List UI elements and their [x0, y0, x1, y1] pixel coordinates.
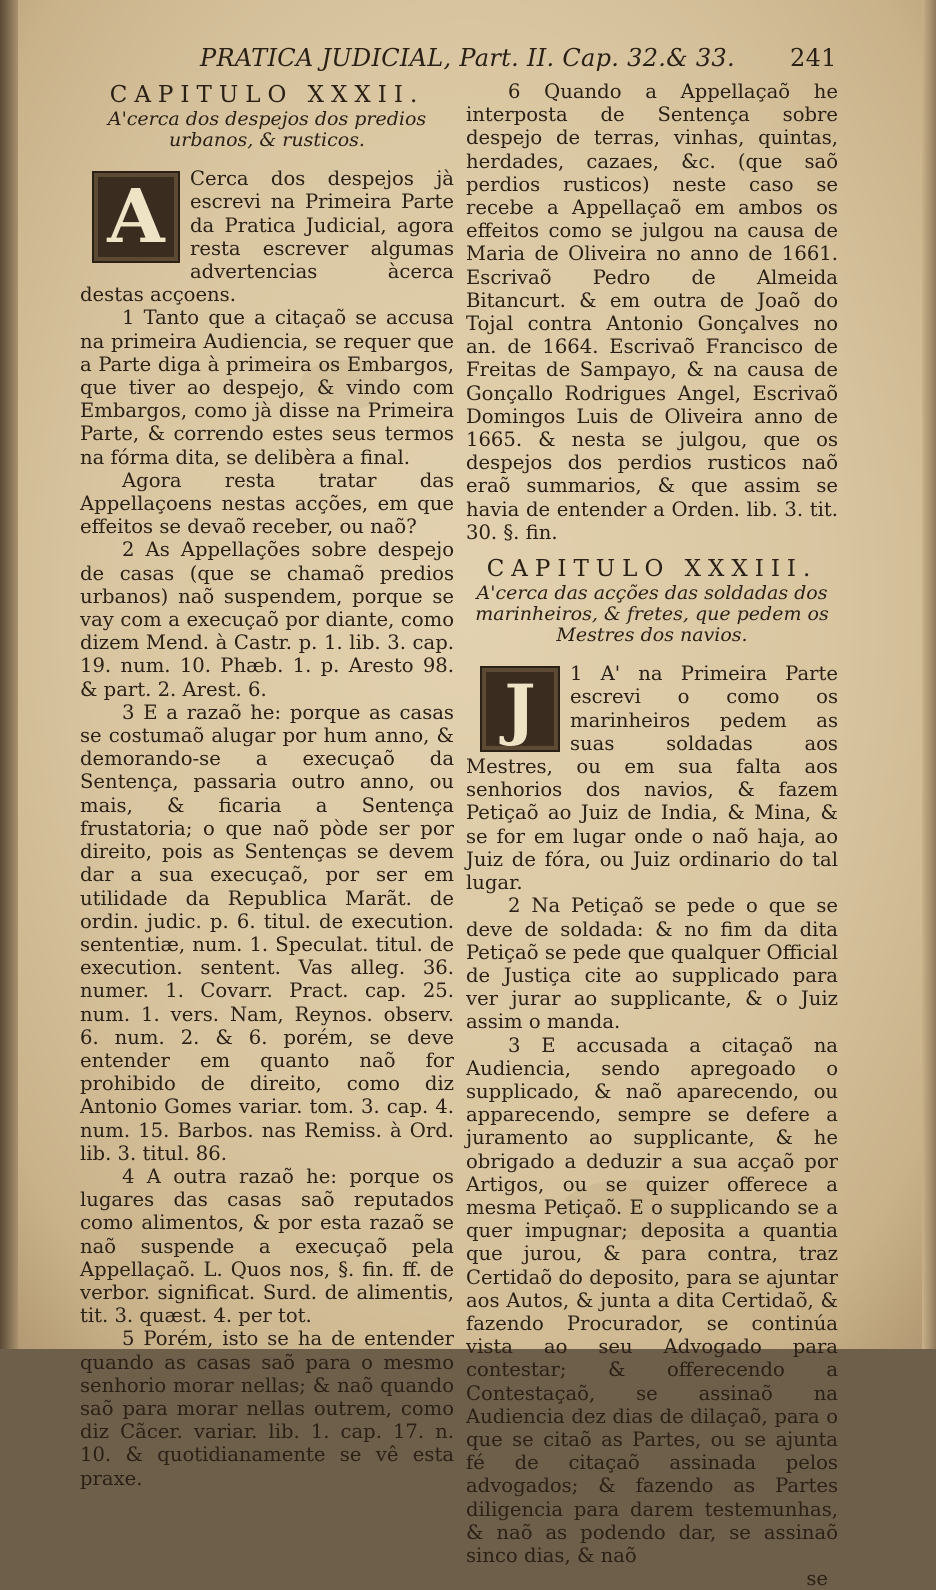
paragraph-4: 4 A outra razaõ he: porque os lugares das casas saõ reputados como alimentos, & por esta razaõ se naõ suspende a execuçaõ pela Appellaçaõ. L. Quos nos, §. fin. ff. de verbor. significat. Surd. de alimentis, tit. 3. quæst. 4. per tot.	[80, 1164, 454, 1328]
paragraph-5: 5 Porém, isto se ha de entender quando as casas saõ para o mesmo senhorio morar nellas; & naõ quando saõ para morar nellas outrem, como diz Cãcer. variar. lib. 1. cap. 17. n. 10. & quotidianamente se vê esta praxe.	[80, 1327, 454, 1490]
paragraph-2: 2 Na Petiçaõ se pede o que se deve de soldada: & no fim da dita Petiçaõ se pede que qualquer Official de Justiça cite ao supplicado para ver jurar ao supplicante, & o Juiz assim o manda.	[466, 894, 838, 1034]
chapter-title: CAPITULO XXXIII.	[486, 556, 818, 583]
running-title: PRATICA JUDICIAL, Part. II. Cap. 32.& 33.	[200, 44, 735, 72]
paragraph-question: Agora resta tratar das Appellaçoens nestas acções, em que effeitos se devaõ receber, ou naõ?	[80, 468, 454, 539]
right-column	[466, 80, 838, 1590]
paragraph-3: 3 E a razaõ he: porque as casas se costumaõ alugar por hum anno, & demorando-se a execuçaõ da Sentença, passaria outro anno, ou mais, & ficaria a Sentença frustatoria; o que naõ pòde ser por direito, pois as Sentenças se devem dar a sua execuçaõ, por ser em utilidade da Republica Marãt. de ordin. judic. p. 6. titul. de execution. sententiæ, num. 1. Speculat. titul. de execution. sentent. Vas alleg. 36. numer. 1. Covarr. Pract. cap. 25. num. 1. vers. Nam, Reynos. observ. 6. num. 2. & 6. porém, se deve entender em quanto naõ for prohibido de direito, como diz Antonio Gomes variar. tom. 3. cap. 4. num. 15. Barbos. nas Remiss. à Ord. lib. 3. titul. 86.	[80, 700, 454, 1165]
intro-block	[466, 662, 838, 894]
running-header	[200, 44, 840, 84]
paragraph-6: 6 Quando a Appellaçaõ he interposta de Sentença sobre despejo de terras, vinhas, quintas, herdades, cazaes, &c. (que saõ perdios rusticos) neste caso se recebe a Appellaçaõ em ambos os effeitos como se julgou na causa de Maria de Oliveira no anno de 1661. Escrivaõ Pedro de Almeida Bitancurt. & em outra de Joaõ do Tojal contra Antonio Gonçalves no an. de 1664. Escrivaõ Francisco de Freitas de Sampayo, & na causa de Gonçallo Rodrigues Angel, Escrivaõ Domingos Luis de Oliveira anno de 1665. & nesta se julgou, que os despejos dos perdios rusticos naõ eraõ summarios, & que assim se havia de entender a Orden. lib. 3. tit. 30. §. fin.	[466, 80, 838, 544]
intro-block	[80, 167, 454, 306]
chapter-title: CAPITULO XXXII.	[109, 82, 425, 108]
left-column	[80, 80, 454, 1490]
intro-paragraph: 1 A' na Primeira Parte escrevi o como os marinheiros pedem as suas soldadas aos Mestres, ou em sua falta aos senhorios dos navios, & fazem Petiçaõ ao Juiz de India, & Mina, & se for em lugar onde o naõ haja, ao Juiz de fóra, ou Juiz ordinario do tal lugar.	[466, 662, 838, 895]
paragraph-1: 1 Tanto que a citaçaõ se accusa na primeira Audiencia, se requer que a Parte diga à primeira os Embargos, que tiver ao despejo, & vindo com Embargos, como jà disse na Primeira Parte, & correndo estes seus termos na fórma dita, se delibèra a final.	[80, 306, 454, 469]
chapter-subtitle: A'cerca dos despejos dos predios urbanos, & rusticos.	[107, 108, 427, 152]
chapter-subtitle: A'cerca das acções das soldadas dos marinheiros, & fretes, que pedem os Mestres dos navios.	[475, 582, 829, 647]
paragraph-3: 3 E accusada a citaçaõ na Audiencia, sendo apregoado o supplicado, & naõ aparecendo, ou apparecendo, sempre se defere a juramento ao supplicante, & he obrigado a deduzir a sua acçaõ por Artigos, ou se quizer offerece a mesma Petiçaõ. E o supplicando se a quer impugnar; deposita a quantia que jurou, & para contra, traz Certidaõ do deposito, para se ajuntar aos Autos, & junta a dita Certidaõ, & fazendo Procurador, se continúa vista ao seu Advogado para contestar; & offerecendo a Contestaçaõ, se assinaõ na Audiencia dez dias de dilaçaõ, para o que se citaõ as Partes, ou se ajunta fé de citaçaõ assinada pelos advogados; & fazendo as Partes diligencia para darem testemunhas, & naõ as podendo dar, se assinaõ sinco dias, & naõ	[466, 1033, 838, 1567]
intro-paragraph: Cerca dos despejos jà escrevi na Primeira Parte da Pratica Judicial, agora resta escrever algumas advertencias àcerca destas acçoens.	[80, 167, 454, 307]
catchword: se	[806, 1567, 828, 1590]
page-edge	[922, 0, 936, 1349]
page-number: 241	[790, 44, 837, 72]
binding-gutter	[0, 0, 18, 1349]
decorated-initial: A	[92, 171, 180, 263]
paragraph-2: 2 As Appellações sobre despejo de casas (que se chamaõ predios urbanos) naõ suspendem, porque se vay com a execuçaõ por diante, como dizem Mend. à Castr. p. 1. lib. 3. cap. 19. num. 10. Phæb. 1. p. Aresto 98. & part. 2. Arest. 6.	[80, 538, 454, 701]
decorated-initial: J	[480, 666, 560, 752]
